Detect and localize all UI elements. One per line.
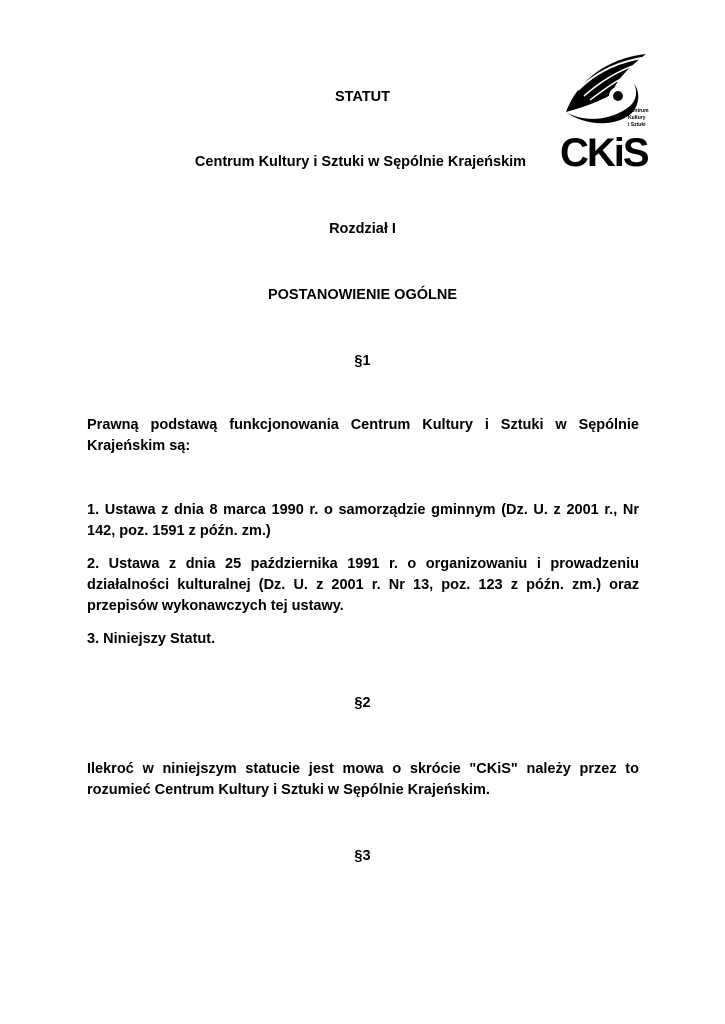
logo-text-line3: i Sztuki [628, 122, 646, 128]
section1-item-1: 1. Ustawa z dnia 8 marca 1990 r. o samorządzie gminnym (Dz. U. z 2001 r., Nr 142, poz. 1591 z późn. zm.) [87, 502, 639, 539]
logo-text-line1: Centrum [628, 108, 649, 114]
section2-text: Ilekroć w niniejszym statucie jest mowa o skrócie "CKiS" należy przez to rozumieć Centrum Kultury i Sztuki w Sępólnie Krajeńskim. [87, 761, 639, 798]
section1-heading: §1 [354, 353, 371, 369]
section2-heading: §2 [354, 695, 371, 711]
chapter-number: Rozdział I [329, 221, 396, 237]
logo-text-line2: Kultury [628, 115, 646, 121]
section1-intro: Prawną podstawą funkcjonowania Centrum Kultury i Sztuki w Sępólnie Krajeńskim są: [87, 417, 639, 454]
section3-heading: §3 [354, 848, 371, 864]
section1-item-3: 3. Niniejszy Statut. [87, 631, 216, 647]
section1-item-2: 2. Ustawa z dnia 25 października 1991 r. o organizowaniu i prowadzeniu działalności kulturalnej (Dz. U. z 2001 r. Nr 13, poz. 123 z późn. zm.) oraz przepisów wykonawczych tej ustawy. [87, 556, 639, 614]
document-title: STATUT [334, 89, 391, 105]
document-subtitle: Centrum Kultury i Sztuki w Sępólnie Krajeńskim [194, 154, 527, 170]
chapter-title: POSTANOWIENIE OGÓLNE [267, 287, 458, 303]
logo-mark: CKiS [560, 131, 648, 172]
